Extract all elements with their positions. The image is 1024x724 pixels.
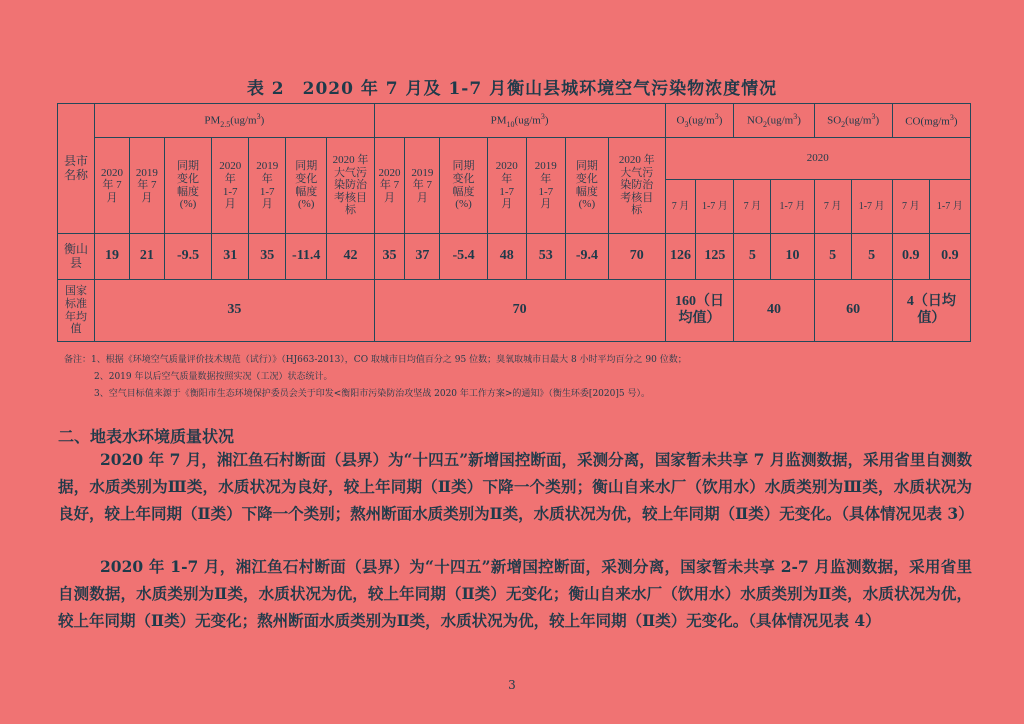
pm10-2020-1-7: 2020 年 1-7 月 [487,138,526,234]
table-cell: 10 [771,234,814,280]
pm10-change-1-7: 同期 变化 幅度 (%) [565,138,608,234]
table-row [58,234,971,280]
paragraph-jan-jul: 2020 年 1-7 月，湘江鱼石村断面（县界）为“十四五”新增国控断面，采测分离，国家暂未共享 2-7 月监测数据，采用省里自测数据，水质类别为Ⅱ类，水质状况为优，较上年同期（Ⅱ类）无变化；衡山自来水厂（饮用水）水质类别为Ⅱ类，水质状况为优，较上年同期（Ⅱ类）无变化；熬州断面水质类别为Ⅱ类，水质状况为优，较上年同期（Ⅱ类）无变化。（具体情况见表 4） [58,557,972,630]
pm25-change-1-7: 同期 变化 幅度 (%) [286,138,327,234]
standard-label: 国家 标准 年均 值 [58,280,95,342]
table-cell: 70 [608,234,665,280]
table-cell: 0.9 [929,234,970,280]
standard-pm25: 35 [95,280,375,342]
no2-jul-header: 7 月 [734,180,771,234]
pm10-2019-1-7: 2019 年 1-7 月 [526,138,565,234]
no2-jan-jul-header: 1-7 月 [771,180,814,234]
pm10-target: 2020 年 大气污 染防治 考核目 标 [608,138,665,234]
pm10-2020-jul: 2020 年 7 月 [374,138,405,234]
paragraph-july: 2020 年 7 月，湘江鱼石村断面（县界）为“十四五”新增国控断面，采测分离，国家暂未共享 7 月监测数据，采用省里自测数据，水质类别为Ⅲ类，水质状况为良好，较上年同期（Ⅱ类）下降一个类别；衡山自来水厂（饮用水）水质类别为Ⅲ类，水质状况为良好，较上年同期（Ⅱ类）下降一个类别；熬州断面水质类别为Ⅱ类，水质状况为优，较上年同期（Ⅱ类）无变化。（具体情况见表 3） [58,450,974,523]
air-quality-table [57,103,971,342]
table-cell: 0.9 [892,234,929,280]
co-header: $CO(mg/m^3)$ [892,104,970,138]
year-2020-header: 2020 [665,138,970,180]
standard-co: 4（日均 值） [892,280,970,342]
table-cell: 21 [129,234,164,280]
o3-jul-header: 7 月 [665,180,696,234]
county-name: 衡山 县 [58,234,95,280]
o3-jan-jul-header: 1-7 月 [696,180,734,234]
table-cell: 31 [212,234,249,280]
table-title: 表 2 2020 年 7 月及 1-7 月衡山县城环境空气污染物浓度情况 [246,79,778,99]
pm25-2020-jul: 2020 年 7 月 [95,138,130,234]
pm10-change-jul: 同期 变化 幅度 (%) [440,138,487,234]
pm25-2019-1-7: 2019 年 1-7 月 [249,138,286,234]
table-cell: 126 [665,234,696,280]
table-cell: -5.4 [440,234,487,280]
table-cell: 5 [851,234,892,280]
standard-o3: 160（日 均值） [665,280,734,342]
standard-so2: 60 [814,280,892,342]
note-3: 3、空气目标值来源于《衡阳市生态环境保护委员会关于印发<衡阳市污染防治攻坚战 2020 年工作方案>的通知》（衡生环委[2020]5 号）。 [94,389,650,399]
table-cell: -11.4 [286,234,327,280]
table-notes [64,352,984,403]
table-cell: 53 [526,234,565,280]
page-number: 3 [508,678,516,692]
table-cell: 48 [487,234,526,280]
pm10-header: $PM_{10}(ug/m^3)$ [374,104,665,138]
o3-header: $O_3(ug/m^3)$ [665,104,734,138]
table-cell: -9.5 [164,234,211,280]
pm10-2019-jul: 2019 年 7 月 [405,138,440,234]
table-cell: 42 [327,234,374,280]
standard-no2: 40 [734,280,814,342]
pm25-target: 2020 年 大气污 染防治 考核目 标 [327,138,374,234]
pm25-change-jul: 同期 变化 幅度 (%) [164,138,211,234]
table-cell: -9.4 [565,234,608,280]
table-cell: 35 [374,234,405,280]
table-cell: 35 [249,234,286,280]
standard-row [58,280,971,342]
pm25-2019-jul: 2019 年 7 月 [129,138,164,234]
so2-jan-jul-header: 1-7 月 [851,180,892,234]
table-cell: 5 [814,234,851,280]
so2-jul-header: 7 月 [814,180,851,234]
pm25-header: $PM_{2.5}(ug/m^3)$ [95,104,375,138]
section-title: 二、地表水环境质量状况 [58,427,235,446]
note-2: 2、2019 年以后空气质量数据按照实况（工况）状态统计。 [94,372,333,382]
table-cell: 37 [405,234,440,280]
pm25-2020-1-7: 2020 年 1-7 月 [212,138,249,234]
county-name-header: 县市 名称 [58,104,95,234]
table-cell: 19 [95,234,130,280]
so2-header: $SO_2(ug/m^3)$ [814,104,892,138]
standard-pm10: 70 [374,280,665,342]
note-1: 备注：1、根据《环境空气质量评价技术规范（试行）》（HJ663-2013），CO 取城市日均值百分之 95 位数；臭氧取城市日最大 8 小时平均百分之 90 位数； [64,355,687,365]
no2-header: $NO_2(ug/m^3)$ [734,104,814,138]
co-jan-jul-header: 1-7 月 [929,180,970,234]
table-cell: 125 [696,234,734,280]
table-cell: 5 [734,234,771,280]
co-jul-header: 7 月 [892,180,929,234]
